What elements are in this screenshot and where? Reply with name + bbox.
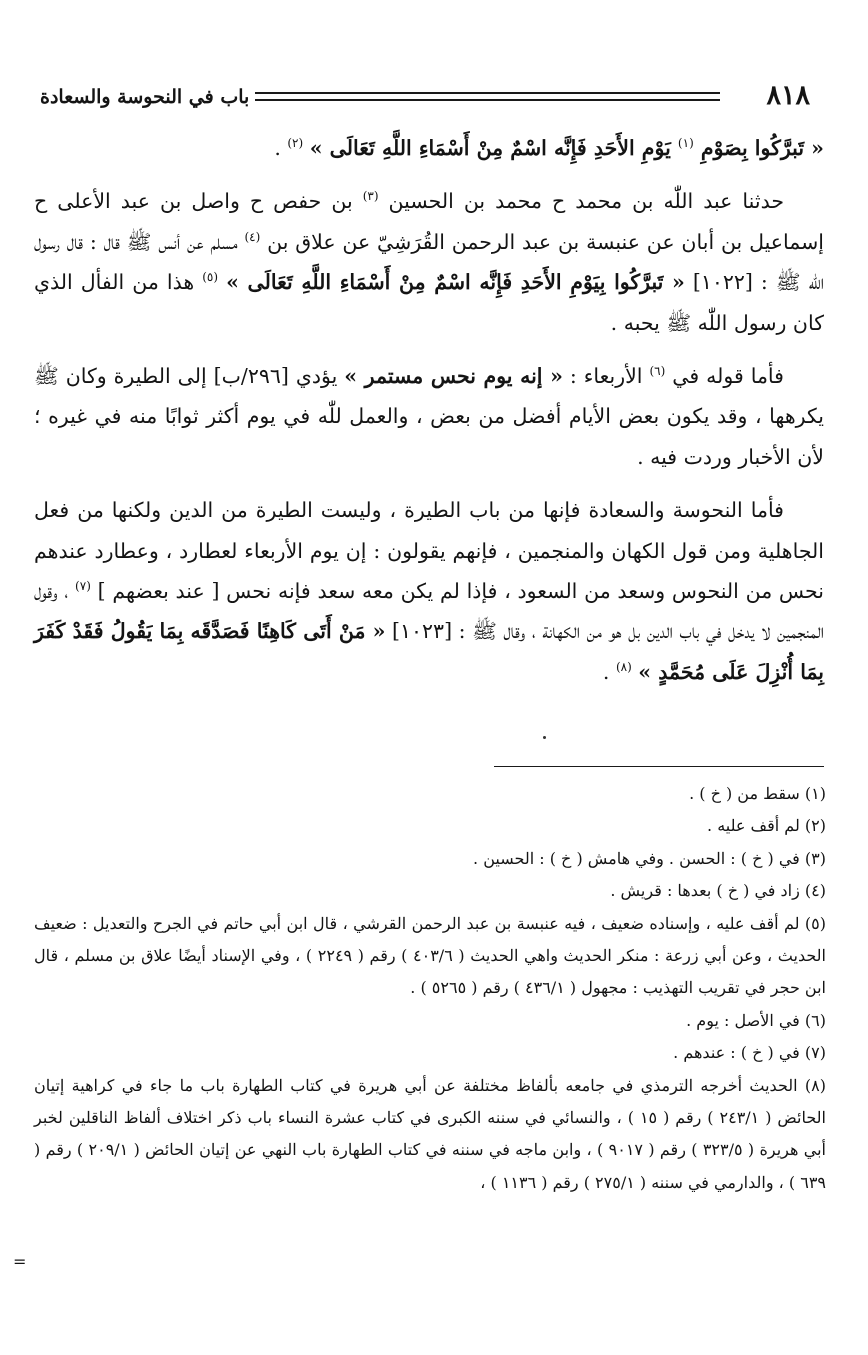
quoted-text: « إنه يوم نحس مستمر »	[344, 364, 563, 389]
omens-paragraph	[34, 490, 824, 692]
commentary-text: الأربعاء :	[562, 364, 650, 389]
footnote-7: (٧) في ( خ ) : عندهم .	[673, 1043, 826, 1063]
commentary-text: هذا من الفأل الذي كان رسول اللّٰه ﷺ يحبه .	[34, 270, 824, 335]
hadith-text: « مَنْ أَتَى كَاهِنًا فَصَدَّقَه بِمَا يَقُولُ فَقَدْ كَفَرَ بِمَا أُنْزِلَ عَلَى مُحَمَّدٍ »	[34, 619, 824, 684]
commentary-text: فأما النحوسة والسعادة فإنها من باب الطيرة ، وليست الطيرة من الدين ولكنها من فعل الجاهلية ومن قول الكهان والمنجمين ، فإنهم يقولون : إن يوم الأربعاء لعطارد ، وعطارد عندهم نحس من النحوس وسعد من السعود ، فإذا لم يكن معه سعد فإنه نحس [ عند بعضهم ]	[34, 498, 824, 604]
isnad-paragraph	[34, 181, 824, 343]
footnote-ref[interactable]: (٧)	[75, 579, 91, 594]
hadith-text: « تَبرَّكُوا بِصَوْمِ	[693, 136, 824, 160]
page-header	[40, 78, 810, 118]
continuation-mark: =	[13, 1252, 27, 1271]
footnote-3: (٣) في ( خ ) : الحسن . وفي هامش ( خ ) : الحسين .	[473, 848, 826, 868]
header-double-rule	[255, 92, 720, 101]
footnote-ref[interactable]: (١)	[677, 136, 694, 151]
footnote-ref[interactable]: (٤)	[244, 229, 261, 244]
footnote-ref[interactable]: (٨)	[615, 660, 632, 675]
footnote-6: (٦) في الأصل : يوم .	[686, 1010, 826, 1030]
page-number: ٨١٨	[766, 80, 810, 111]
commentary-text: ، وقول المنجمين لا يدخل في باب الدين بل هو من الكهانة ، وقال ﷺ : [١٠٢٣]	[34, 579, 825, 644]
footnote-ref[interactable]: (٣)	[362, 189, 379, 204]
hadith-text: « تَبرَّكُوا بِيَوْمِ الأَحَدِ فَإِنَّه اسْمٌ مِنْ أَسْمَاءِ اللَّهِ تَعَالَى »	[226, 270, 685, 295]
footnote-4: (٤) زاد في ( خ ) بعدها : قريش .	[610, 881, 826, 901]
paragraph-end: .	[274, 136, 288, 160]
footnote-1: (١) سقط من ( خ ) .	[689, 784, 826, 803]
footnote-ref[interactable]: (٥)	[202, 270, 219, 285]
isnad-text: بن حفص ح واصل بن عبد الأعلى ح إسماعيل بن أبان عن عنبسة بن عبد الرحمن القُرَشِيّ عن علاق بن	[34, 189, 824, 254]
hadith-text: يَوْمِ الأَحَدِ فَإِنَّه اسْمٌ مِنْ أَسْمَاءِ اللَّهِ تَعَالَى »	[309, 136, 678, 160]
isnad-text: حدثنا عبد اللّٰه بن محمد ح محمد بن الحسين	[378, 189, 785, 214]
footnote-8: (٨) الحديث أخرجه الترمذي في جامعه بألفاظ مختلفة عن أبي هريرة في كتاب الطهارة باب ما جاء في كراهية إتيان الحائض ( ٢٤٣/١ ) رقم ( ١٥ ) ، والنسائي في سننه الكبرى في كتاب عشرة النساء باب ذكر اختلاف ألفاظ الناقلين لخبر أبي هريرة ( ٣٢٣/٥ ) رقم ( ٩٠١٧ ) ، وابن ماجه في سننه في كتاب الطهارة باب النهي عن إتيان الحائض ( ٢٠٩/١ ) رقم ( ٦٣٩ ) ، والدارمي في سننه ( ٢٧٥/١ ) رقم ( ١١٣٦ ) ،	[34, 1075, 827, 1192]
footnote-2: (٢) لم أقف عليه .	[707, 816, 826, 836]
print-speck	[543, 736, 546, 739]
wednesday-paragraph	[34, 356, 824, 477]
chapter-title: باب في النحوسة والسعادة	[40, 86, 250, 108]
footnote-ref[interactable]: (٢)	[287, 136, 304, 151]
footnote-ref[interactable]: (٦)	[649, 364, 666, 379]
paragraph-end: .	[602, 659, 616, 684]
footnotes	[34, 778, 826, 1199]
main-text	[34, 128, 824, 705]
isnad-text: مسلم عن أنس ﷺ قال : قال رسول اللّٰه ﷺ : [١٠٢٢]	[34, 229, 824, 295]
footnote-separator	[494, 766, 824, 767]
commentary-text: فأما قوله في	[665, 364, 784, 389]
commentary-text: يؤدي [٢٩٦/ب] إلى الطيرة وكان ﷺ يكرهها ، وقد يكون بعض الأيام أفضل من بعض ، والعمل للّٰه في يوم أكثر ثوابًا منه في غيره ؛ لأن الأخبار وردت فيه .	[34, 364, 824, 469]
footnote-5: (٥) لم أقف عليه ، وإسناده ضعيف ، فيه عنبسة بن عبد الرحمن القرشي ، قال ابن أبي حاتم في الجرح والتعديل : ضعيف الحديث ، وعن أبي زرعة : منكر الحديث واهي الحديث ( ٤٠٣/٦ ) رقم ( ٢٢٤٩ ) ، وفي الإسناد أيضًا علاق بن مسلم ، قال ابن حجر في تقريب التهذيب : مجهول ( ٤٣٦/١ ) رقم ( ٥٢٦٥ ) .	[34, 913, 827, 998]
hadith-opening-paragraph	[34, 128, 824, 168]
